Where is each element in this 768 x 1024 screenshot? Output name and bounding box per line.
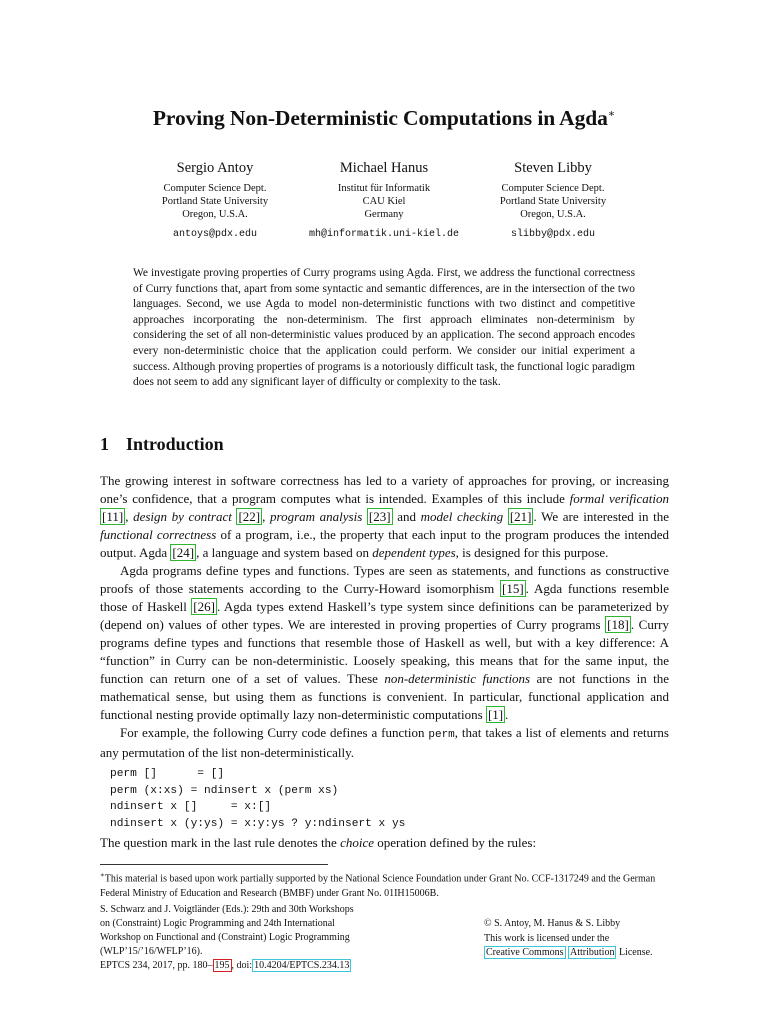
text-run: The growing interest in software correctness has led to a variety of approaches for proving, or increasing one’s confidence, that a program computes what is intended. Examples of this include	[100, 473, 669, 506]
section-heading	[100, 434, 224, 455]
author-affiliation-line: Germany	[364, 208, 404, 220]
title-text: Proving Non-Deterministic Computations in Agda	[152, 106, 608, 130]
code-line: perm [] = []	[110, 768, 225, 780]
paragraph-2	[100, 562, 669, 724]
author-email[interactable]: slibby@pdx.edu	[510, 229, 595, 241]
text-run: The question mark in the last rule denotes the	[100, 835, 341, 850]
footnote-marker: ∗	[100, 871, 105, 879]
citation-link[interactable]: [26]	[193, 599, 215, 614]
citation-link[interactable]: [23]	[368, 509, 391, 524]
text-run: Agda programs define types and functions. Types are seen as statements, and functions as constructive proofs of those statements according to the Curry-Howard isomorphism	[100, 563, 669, 596]
abstract: We investigate proving properties of Curry programs using Agda. First, we address the functional correctness of Curry functions that, apart from some syntactic and semantic differences, are in the intersection of the two languages. Second, we use Agda to model non-deterministic functions with two distinct and competitive approaches incorporating the non-determinism. The first approach eliminates non-determinism by considering the set of all non-deterministic values produced by an application. The second approach encodes every non-deterministic choice that the application could perform. We consider our initial experiment a success. Although proving properties of programs is a notoriously difficult task, the functional logic paradigm does not seem to add any significant layer of difficulty or complexity to the task.	[133, 267, 635, 389]
author-affiliation-line: Computer Science Dept.	[501, 183, 605, 194]
text-run: . Curry programs define types and functions that resemble those of Haskell as well, but with a key difference: A “function” in Curry can be non-deterministic. Loosely speaking, this means that for the same input, the function can return one of a set of values. These	[100, 617, 669, 686]
text-run: of a program, i.e., the property that each input to the program produces the intended output. Agda	[100, 527, 669, 560]
emphasis: model checking	[420, 509, 504, 524]
footnote	[100, 868, 670, 901]
code-block	[110, 766, 669, 832]
text-run: EPTCS 234, 2017, pp. 180–	[100, 960, 213, 971]
emphasis: design by contract	[133, 509, 232, 524]
proceedings-line	[100, 959, 400, 973]
text-run: are not functions in the mathematical sense, but using them as functions is convenient. In particular, functional application and functional nesting provide optimally lazy non-deterministic computations	[100, 671, 669, 722]
emphasis: program analysis	[270, 509, 363, 524]
author-name: Michael Hanus	[339, 160, 429, 176]
introduction-body	[100, 472, 669, 852]
citation-link[interactable]: [18]	[607, 617, 629, 632]
author-block-3	[453, 160, 653, 240]
proceedings-line: Workshop on Functional and (Constraint) Logic Programming	[100, 932, 350, 943]
text-run: , that takes a list of elements and returns any permutation of the list non-deterministically.	[100, 725, 669, 760]
author-email[interactable]: mh@informatik.uni-kiel.de	[308, 229, 460, 241]
text-run: .	[505, 707, 509, 722]
emphasis: choice	[340, 835, 374, 850]
inline-code: perm	[428, 729, 455, 741]
proceedings-line: (WLP’15/’16/WFLP’16).	[100, 946, 203, 957]
proceedings-info	[100, 903, 400, 973]
code-line: ndinsert x [] = x:[]	[110, 801, 272, 813]
title-footnote-marker[interactable]: ∗	[607, 108, 616, 120]
text-run: . We are interested in the	[533, 509, 670, 524]
citation-link[interactable]: [15]	[502, 581, 524, 596]
paragraph-3	[100, 724, 669, 762]
author-affiliation-line: Oregon, U.S.A.	[182, 208, 248, 220]
text-run: License.	[616, 947, 653, 958]
citation-link[interactable]: [22]	[238, 509, 261, 524]
license-line	[484, 946, 684, 961]
author-name: Sergio Antoy	[176, 160, 254, 176]
doi-link[interactable]: 10.4204/EPTCS.234.13	[254, 960, 350, 971]
attribution-link[interactable]: Attribution	[570, 947, 615, 958]
text-run: , a language and system based on	[196, 545, 373, 560]
code-line: ndinsert x (y:ys) = x:y:ys ? y:ndinsert x ys	[110, 817, 406, 830]
text-run: . Agda functions resemble those of Haskell	[100, 581, 669, 614]
citation-link[interactable]: [24]	[172, 545, 195, 560]
copyright-line: © S. Antoy, M. Hanus & S. Libby	[484, 918, 621, 929]
author-affiliation-line: CAU Kiel	[362, 195, 406, 207]
emphasis: non-deterministic functions	[384, 671, 531, 686]
author-email[interactable]: antoys@pdx.edu	[172, 229, 257, 241]
text-run: . Agda types extend Haskell’s type system since definitions can be parameterized by (depend on) values of other types. We are interested in proving properties of Curry programs	[100, 599, 670, 632]
last-page-link[interactable]: 195	[214, 960, 230, 971]
citation-link[interactable]: [21]	[509, 509, 532, 524]
proceedings-line: on (Constraint) Logic Programming and 24th International	[100, 918, 335, 929]
author-name: Steven Libby	[514, 160, 592, 176]
paper-title	[0, 106, 768, 131]
code-line: perm (x:xs) = ndinsert x (perm xs)	[110, 784, 339, 797]
text-run: , is designed for this purpose.	[455, 545, 609, 560]
author-affiliation-line: Oregon, U.S.A.	[520, 208, 586, 220]
paragraph-4	[100, 834, 669, 852]
emphasis: dependent types	[372, 545, 456, 560]
footnote-text: This material is based upon work partially supported by the National Science Foundation under Grant No. CCF-1317249 and the German Federal Ministry of Education and Research (BMBF) under Grant No. 01IH15006B.	[100, 873, 656, 900]
text-run: operation defined by the rules:	[374, 835, 537, 850]
author-affiliation-line: Institut für Informatik	[337, 183, 431, 194]
citation-link[interactable]: [11]	[102, 509, 124, 524]
emphasis: formal verification	[569, 491, 669, 506]
text-run: For example, the following Curry code defines a function	[120, 725, 429, 740]
text-run: and	[392, 509, 421, 524]
section-title: Introduction	[126, 434, 224, 454]
license-line: This work is licensed under the	[484, 932, 610, 944]
author-affiliation-line: Portland State University	[161, 195, 269, 207]
text-run: , doi:	[231, 960, 253, 971]
proceedings-line: S. Schwarz and J. Voigtländer (Eds.): 29th and 30th Workshops	[100, 904, 354, 915]
license-block	[484, 917, 684, 961]
section-number: 1	[100, 434, 109, 454]
paragraph-1: The growing interest in software correctness has led to a variety of approaches for proving, or increasing one’s confidence, that a program computes what is intended. Examples of this include formal verification [11] , design by contract [22] , program analysis [23] and model checking [21] . We are interested in the functional correctness of a program, i.e., the property that each input to the program produces the intended output. Agda [24] , a language and system based on dependent types, is designed for this purpose.	[100, 473, 670, 560]
citation-link[interactable]: [1]	[487, 707, 504, 722]
emphasis: functional correctness	[100, 527, 217, 542]
author-affiliation-line: Computer Science Dept.	[163, 183, 267, 194]
footnote-divider	[100, 864, 328, 865]
creative-commons-link[interactable]: Creative Commons	[486, 947, 564, 958]
author-affiliation-line: Portland State University	[499, 195, 607, 207]
